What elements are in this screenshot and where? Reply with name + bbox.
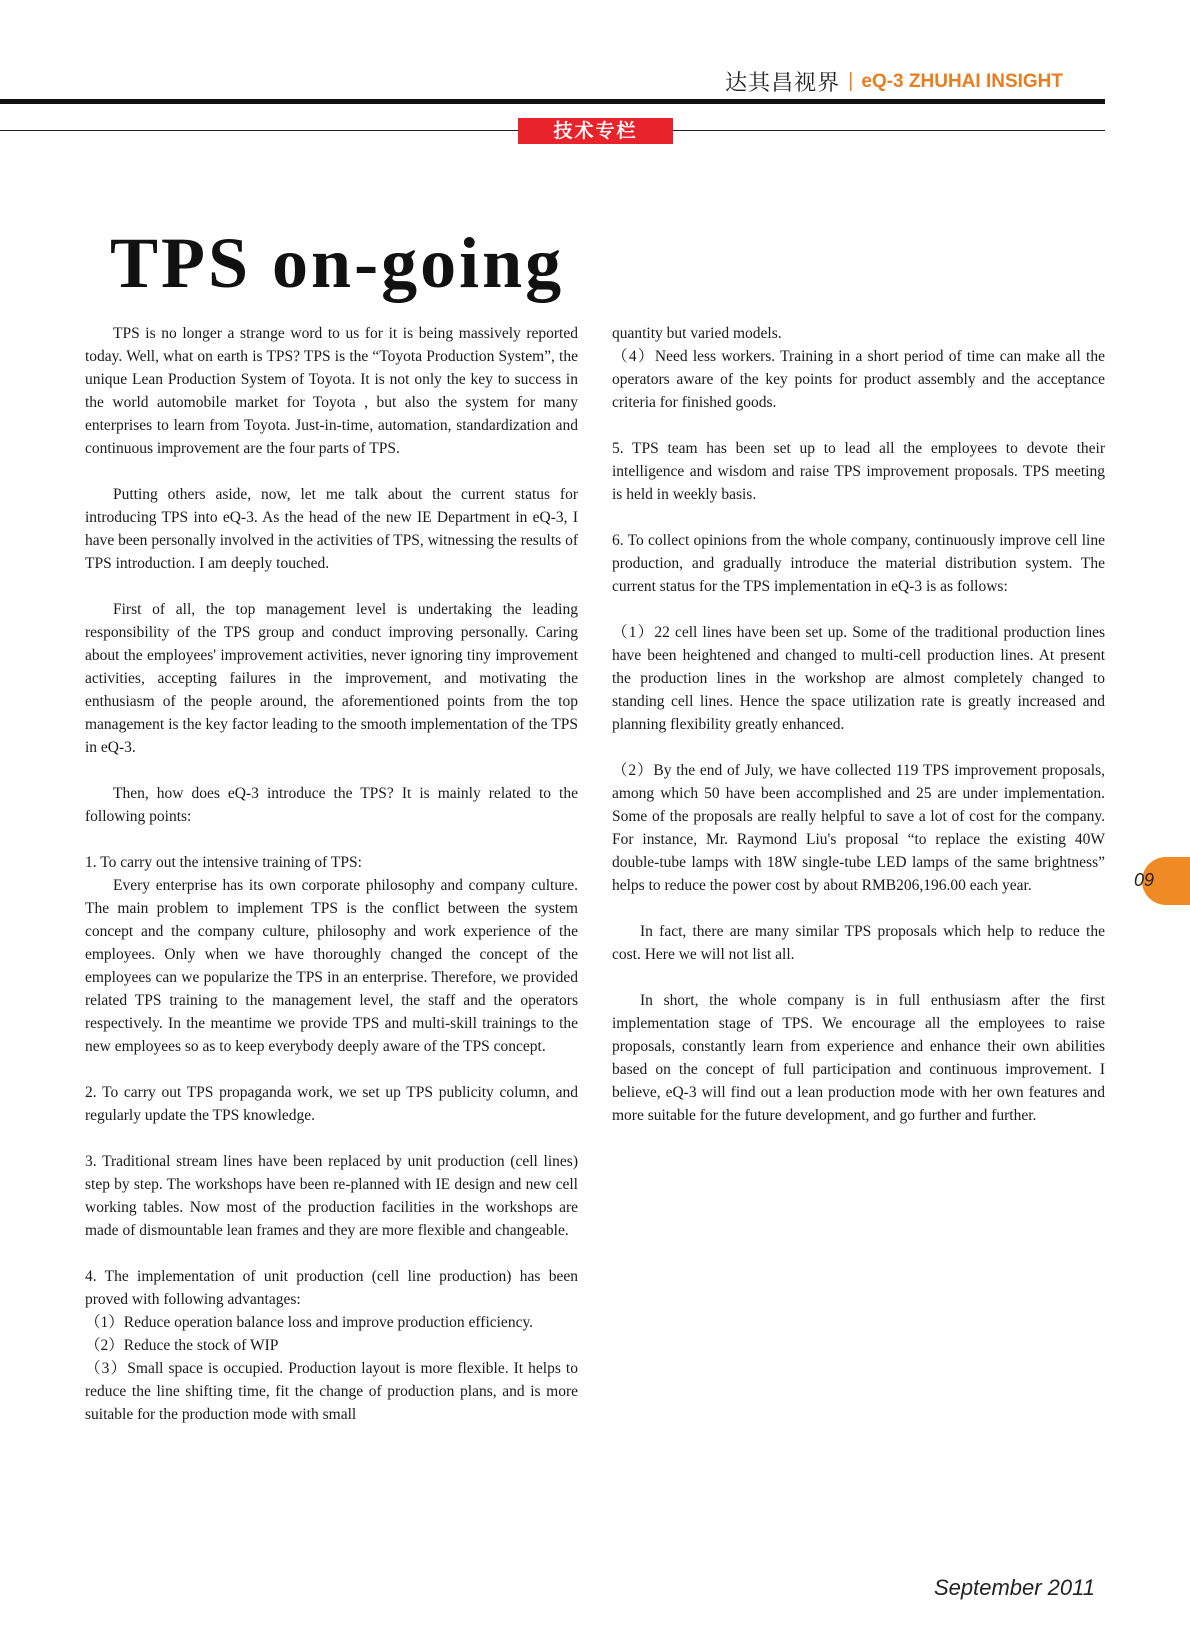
paragraph: In fact, there are many similar TPS proposals which help to reduce the cost. Here we will not list all.: [612, 923, 1105, 963]
article-title: TPS on-going: [110, 223, 565, 303]
issue-date: September 2011: [933, 1575, 1095, 1600]
article-column-left: [85, 322, 578, 1426]
paragraph: Then, how does eQ-3 introduce the TPS? It is mainly related to the following points:: [85, 785, 578, 825]
article-column-right: [612, 322, 1105, 1127]
column-label: 技术专栏: [518, 118, 673, 144]
sub-list-item: （1）22 cell lines have been set up. Some of the traditional production lines have been heightened and changed to multi-cell production lines. At present the production lines in the workshop are almost completely changed to standing cell lines. Hence the space utilization rate is greatly increased and planning flexibility greatly enhanced.: [612, 624, 1105, 733]
sub-list-item: （4）Need less workers. Training in a short period of time can make all the operators aware of the key points for product assembly and the acceptance criteria for finished goods.: [612, 348, 1105, 411]
paragraph: In short, the whole company is in full enthusiasm after the first implementation stage of TPS. We encourage all the employees to raise proposals, constantly learn from experience and enhance their own abilities based on the concept of full participation and continuous improvement. I believe, eQ-3 will find out a lean production mode with her own features and more suitable for the future development, and go further and further.: [612, 992, 1105, 1124]
header-rule-thick: [0, 99, 1105, 104]
masthead-separator: |: [848, 70, 854, 92]
page-number: 09: [1134, 870, 1155, 890]
paragraph: TPS is no longer a strange word to us for it is being massively reported today. Well, what on earth is TPS? TPS is the “Toyota Production System”, the unique Lean Production System of Toyota. It is not only the key to success in the world automobile market for Toyota , but also the system for many enterprises to learn from Toyota. Just-in-time, automation, standardization and continuous improvement are the four parts of TPS.: [85, 325, 578, 457]
paragraph: First of all, the top management level is undertaking the leading responsibility of the TPS group and conduct improving personally. Caring about the employees' improvement activities, never ignoring tiny improvement activities, accepting failures in the improvement, and motivating the enthusiasm of the people around, the aforementioned points from the top management is the key factor leading to the smooth implementation of the TPS in eQ-3.: [85, 601, 578, 756]
magazine-title-chinese: 达其昌视界: [725, 71, 841, 96]
masthead: [725, 66, 1063, 97]
list-item: 6. To collect opinions from the whole company, continuously improve cell line production, and gradually introduce the material distribution system. The current status for the TPS implementation in eQ-3 is as follows:: [612, 532, 1105, 595]
list-heading: 1. To carry out the intensive training of TPS:: [85, 854, 362, 871]
paragraph: quantity but varied models.: [612, 325, 782, 342]
list-item: 2. To carry out TPS propaganda work, we set up TPS publicity column, and regularly update the TPS knowledge.: [85, 1084, 578, 1124]
sub-list-item: （1）Reduce operation balance loss and improve production efficiency.: [85, 1314, 534, 1331]
list-item: 3. Traditional stream lines have been replaced by unit production (cell lines) step by step. The workshops have been re-planned with IE design and new cell working tables. Now most of the production facilities in the workshops are made of dismountable lean frames and they are more flexible and changeable.: [85, 1153, 578, 1239]
paragraph: Putting others aside, now, let me talk about the current status for introducing TPS into eQ-3. As the head of the new IE Department in eQ-3, I have been personally involved in the activities of TPS, witnessing the results of TPS introduction. I am deeply touched.: [85, 486, 578, 572]
paragraph: Every enterprise has its own corporate philosophy and company culture. The main problem to implement TPS is the conflict between the system concept and the company culture, philosophy and work experience of the employees. Only when we have thoroughly changed the concept of the employees can we popularize the TPS in an enterprise. Therefore, we provided related TPS training to the management level, the staff and the operators respectively. In the meantime we provide TPS and multi-skill trainings to the new employees so as to keep everybody deeply aware of the TPS concept.: [85, 877, 578, 1055]
list-item: 5. TPS team has been set up to lead all the employees to devote their intelligence and wisdom and raise TPS improvement proposals. TPS meeting is held in weekly basis.: [612, 440, 1105, 503]
sub-list-item: （3）Small space is occupied. Production layout is more flexible. It helps to reduce the line shifting time, fit the change of production plans, and is more suitable for the production mode with small: [85, 1360, 578, 1423]
magazine-title-english: eQ-3 ZHUHAI INSIGHT: [861, 70, 1063, 92]
sub-list-item: （2）Reduce the stock of WIP: [85, 1337, 279, 1354]
list-item: 4. The implementation of unit production (cell line production) has been proved with following advantages:: [85, 1268, 578, 1308]
sub-list-item: （2）By the end of July, we have collected 119 TPS improvement proposals, among which 50 have been accomplished and 25 are under implementation. Some of the proposals are really helpful to save a lot of cost for the company. For instance, Mr. Raymond Liu's proposal “to replace the existing 40W double-tube lamps with 18W single-tube LED lamps of the same brightness” helps to reduce the power cost by about RMB206,196.00 each year.: [612, 762, 1105, 894]
